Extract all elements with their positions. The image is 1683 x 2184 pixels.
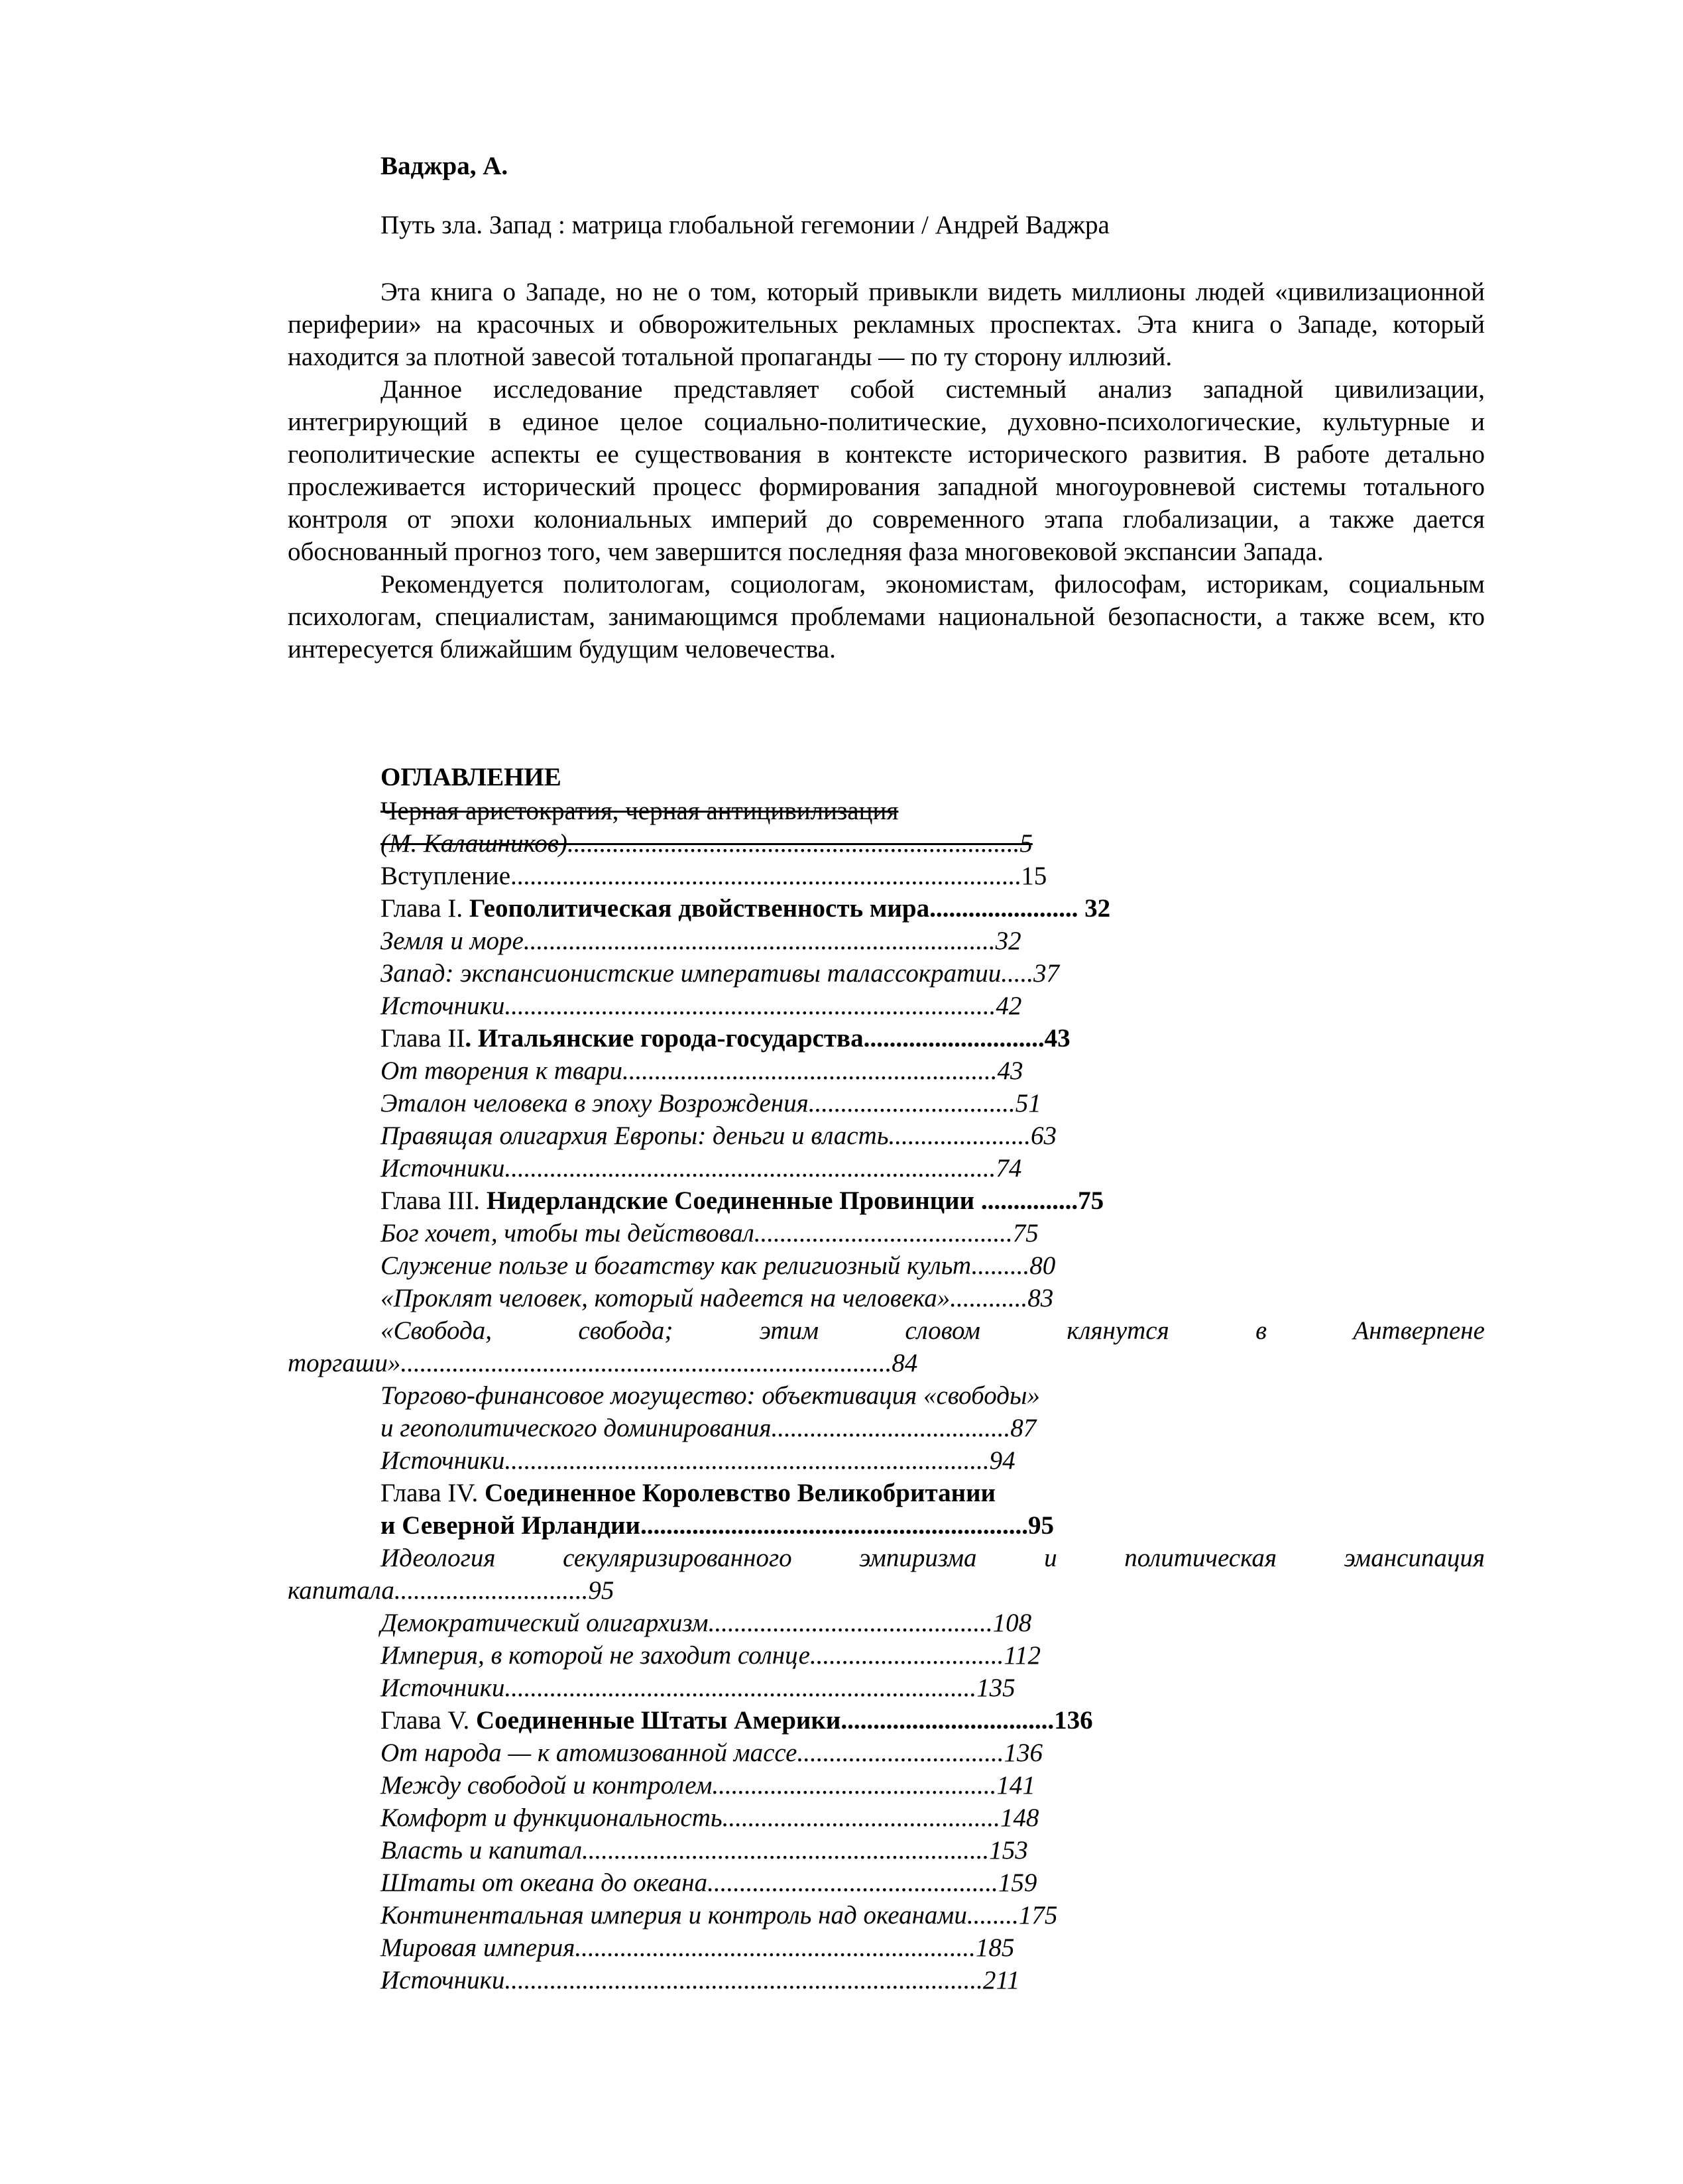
- toc-entry: От творения к твари..........................................................43: [380, 1057, 1023, 1085]
- toc-entry: Запад: экспансионистские императивы талассократии.....37: [380, 959, 1060, 988]
- toc-entry: Источники............................................................................42: [380, 992, 1022, 1020]
- toc-word: секуляризированного: [563, 1544, 792, 1572]
- annotation-paragraph: Рекомендуется политологам, социологам, экономистам, философам, историкам, социальным психологам, специалистам, занимающимся проблемами национальной безопасности, а также всем, кто интересуется ближайшим будущим человечества.: [288, 570, 1485, 663]
- toc-chapter: [288, 1022, 1485, 1055]
- toc-chapter: [288, 1477, 1485, 1509]
- chapter-title: Геополитическая двойственность мира....................... 32: [469, 894, 1111, 923]
- toc-entry: торгаши»............................................................................84: [288, 1349, 918, 1377]
- toc-entry: Черная аристократия, черная антицивилизация: [380, 797, 899, 825]
- toc-entry: От народа — к атомизованной массе................................136: [380, 1739, 1043, 1767]
- toc-entry: Комфорт и функциональность...........................................148: [380, 1804, 1039, 1832]
- toc-word: словом: [905, 1316, 980, 1345]
- chapter-title: Соединенное Королевство Великобритании: [484, 1479, 996, 1507]
- toc-word: «Свобода,: [380, 1316, 492, 1345]
- toc-entry-justified: [288, 1314, 1485, 1347]
- toc-entry: Торгово-финансовое могущество: объективация «свободы»: [380, 1381, 1040, 1410]
- table-of-contents: [288, 795, 1485, 1996]
- toc-entry: Источники...........................................................................94: [380, 1446, 1016, 1475]
- toc-word: эмансипация: [1344, 1544, 1485, 1572]
- toc-entry: Земля и море.........................................................................32: [380, 927, 1021, 955]
- toc-entry: Власть и капитал...............................................................153: [380, 1836, 1028, 1865]
- chapter-number: Глава III.: [380, 1186, 487, 1215]
- toc-entry: и геополитического доминирования.....................................87: [380, 1414, 1037, 1442]
- toc-entry: (М. Калашников)......................................................................5: [380, 829, 1033, 858]
- toc-entry: Служение пользе и богатству как религиозный культ.........80: [380, 1251, 1056, 1280]
- toc-entry: Демократический олигархизм............................................108: [380, 1609, 1032, 1637]
- book-title: Путь зла. Запад : матрица глобальной гегемонии / Андрей Ваджра: [380, 211, 1110, 239]
- toc-entry: Штаты от океана до океана.............................................159: [380, 1868, 1037, 1897]
- chapter-number: Глава II: [380, 1024, 465, 1053]
- toc-heading: ОГЛАВЛЕНИЕ: [380, 763, 561, 791]
- chapter-title: Соединенные Штаты Америки.................................136: [475, 1706, 1093, 1735]
- toc-entry: Вступление...............................................................................15: [380, 862, 1047, 890]
- toc-chapter: [288, 1704, 1485, 1737]
- toc-word: свобода;: [578, 1316, 673, 1345]
- toc-entry: Источники..........................................................................211: [380, 1966, 1020, 1994]
- toc-word: эмпиризма: [859, 1544, 977, 1572]
- chapter-title: . Итальянские города-государства............................43: [465, 1024, 1071, 1053]
- toc-word: клянутся: [1067, 1316, 1169, 1345]
- toc-entry: капитала..............................95: [288, 1576, 614, 1605]
- toc-word: политическая: [1124, 1544, 1277, 1572]
- annotation: [288, 276, 1485, 665]
- toc-entry: Континентальная империя и контроль над океанами........175: [380, 1901, 1058, 1929]
- toc-chapter: [288, 1184, 1485, 1217]
- toc-entry: Бог хочет, чтобы ты действовал........................................75: [380, 1219, 1039, 1247]
- chapter-number: Глава I.: [380, 894, 469, 923]
- chapter-title: Нидерландские Соединенные Провинции ...............75: [486, 1186, 1104, 1215]
- chapter-number: Глава V.: [380, 1706, 476, 1735]
- toc-entry: Империя, в которой не заходит солнце..............................112: [380, 1641, 1041, 1670]
- toc-word: и: [1044, 1544, 1057, 1572]
- toc-word: Антверпене: [1353, 1316, 1485, 1345]
- toc-word: в: [1255, 1316, 1267, 1345]
- toc-entry: Мировая империя..............................................................185: [380, 1933, 1015, 1962]
- toc-entry: Между свободой и контролем............................................141: [380, 1771, 1035, 1800]
- toc-word: Идеология: [380, 1544, 496, 1572]
- chapter-number: Глава IV.: [380, 1479, 485, 1507]
- toc-entry: Правящая олигархия Европы: деньги и власть......................63: [380, 1121, 1057, 1150]
- toc-entry: Источники.........................................................................135: [380, 1674, 1016, 1702]
- toc-chapter-continuation: и Северной Ирландии............................................................95: [380, 1511, 1054, 1540]
- toc-entry-justified: [288, 1542, 1485, 1574]
- annotation-paragraph: Эта книга о Западе, но не о том, который привыкли видеть миллионы людей «цивилизационной периферии» на красочных и обворожительных рекламных проспектах. Эта книга о Западе, который находится за плотной завесой тотальной пропаганды — по ту сторону иллюзий.: [288, 278, 1485, 371]
- toc-entry: Эталон человека в эпоху Возрождения................................51: [380, 1089, 1041, 1118]
- author-name: Ваджра, А.: [380, 152, 508, 180]
- toc-chapter: [288, 892, 1485, 925]
- toc-word: этим: [759, 1316, 819, 1345]
- toc-entry: «Проклят человек, который надеется на человека»............83: [380, 1284, 1054, 1312]
- toc-entry: Источники............................................................................74: [380, 1154, 1022, 1182]
- annotation-paragraph: Данное исследование представляет собой системный анализ западной цивилизации, интегрирующий в единое целое социально-политические, духовно-психологические, культурные и геополитические аспекты ее существования в контексте исторического развития. В работе детально прослеживается исторический процесс формирования западной многоуровневой системы тотального контроля от эпохи колониальных империй до современного этапа глобализации, а также дается обоснованный прогноз того, чем завершится последняя фаза многовековой экспансии Запада.: [288, 375, 1485, 566]
